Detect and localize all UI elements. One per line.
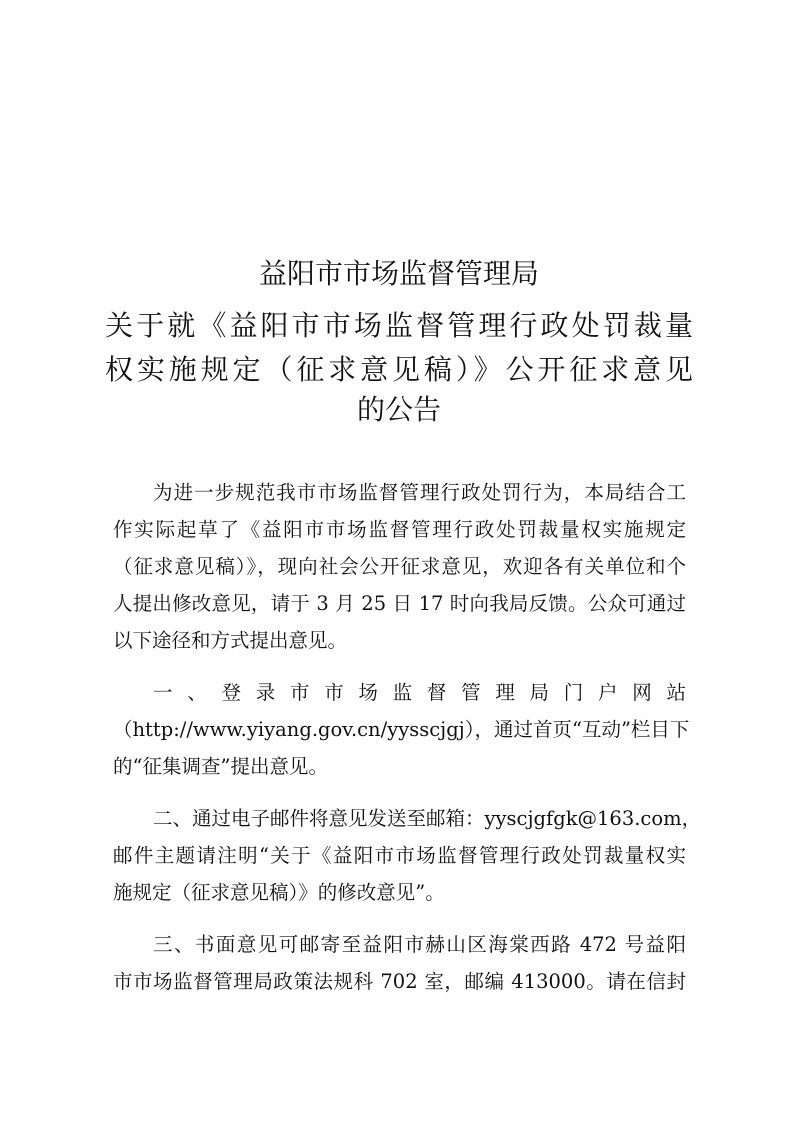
- title-line: 关于就《益阳市市场监督管理行政处罚裁量: [105, 309, 693, 342]
- text-line-link: （http://www.yiyang.gov.cn/yysscjgj），通过首页“互动”栏目下: [113, 718, 690, 741]
- text-line: 为进一步规范我市市场监督管理行政处罚行为，本局结合工: [153, 481, 686, 504]
- paragraph-intro: [113, 474, 686, 659]
- title-line: 权实施规定（征求意见稿）》公开征求意见: [105, 353, 693, 386]
- text-line: 的“征集调查”提出意见。: [113, 755, 328, 778]
- text-line: 一、登录市市场监督管理局门户网站: [153, 681, 686, 704]
- text-line: 三、书面意见可邮寄至益阳市赫山区海棠西路 472 号益阳: [153, 933, 686, 956]
- text-line: 邮件主题请注明“关于《益阳市市场监督管理行政处罚裁量权实: [113, 844, 686, 867]
- paragraph-method-3: [113, 926, 686, 1000]
- text-line: 以下途径和方式提出意见。: [113, 629, 348, 652]
- paragraph-method-1: [113, 674, 690, 785]
- text-line: 人提出修改意见，请于 3 月 25 日 17 时向我局反馈。公众可通过: [113, 592, 686, 615]
- document-body: [113, 474, 702, 1000]
- paragraph-method-2: [113, 800, 702, 911]
- text-line: 施规定（征求意见稿）》的修改意见”。: [113, 881, 445, 904]
- title-line: 的公告: [356, 393, 441, 426]
- text-line: （征求意见稿）》，现向社会公开征求意见，欢迎各有关单位和个: [113, 555, 686, 578]
- document-title: [105, 252, 693, 432]
- title-line: 益阳市市场监督管理局: [258, 257, 539, 290]
- text-line-email: 二、通过电子邮件将意见发送至邮箱：yyscjgfgk@163.com，: [153, 807, 702, 830]
- text-line: 作实际起草了《益阳市市场监督管理行政处罚裁量权实施规定: [113, 518, 686, 541]
- text-line: 市市场监督管理局政策法规科 702 室，邮编 413000。请在信封: [113, 970, 686, 993]
